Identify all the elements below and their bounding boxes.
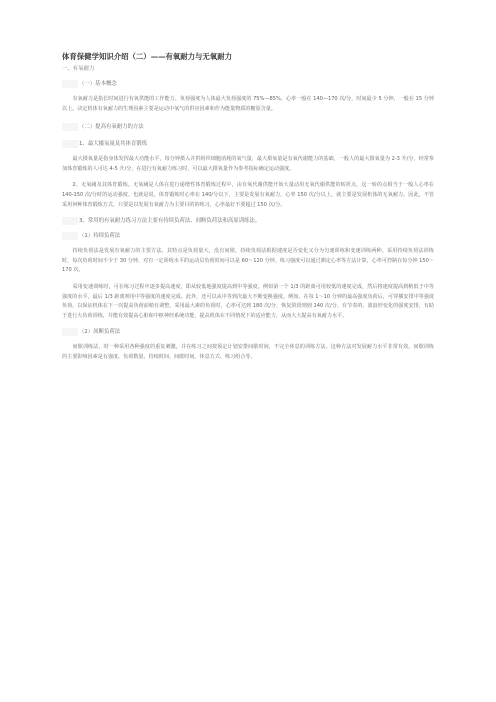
heading-continuous-load: （1）持续负荷法 [62,232,434,240]
document-page [62,52,434,363]
paragraph-vo2max: 最大摄氧量是指身体发挥最大功能水平，每分钟摄入并供组织细胞消耗的氧气量，最大摄氧量是有氧代谢能力的基础，一般人的最大摄氧量为 2-3 升/分，经常参加体育锻炼的人可达 4-5 升/分，在进行有氧耐力练习时，可以最大摄氧量作为参考指标确定运动强度。 [62,156,434,172]
paragraph-anaerobic-threshold: 2、无氧阈及其体育锻炼。无氧阈是人体在进行递增性体育锻炼过程中，由有氧代谢供能开始大量动用无氧代谢供能的转折点，这一转的点相当于一般人心率在 140-150 次/分时的运动强度。也就是说，体育锻炼时心率在 140/分以下，主要是发展有氧耐力，心率 150 次/分以上，就主要是发展机体的无氧耐力。因此，不管采用何种体育锻炼方式，只要是以发展有氧耐力为主要目的的练习，心率最好不要超过 150 次/分。 [62,182,434,208]
heading-methods: （二）提高有氧耐力的方法 [62,123,434,131]
paragraph-interval-load: 间歇训练法，时一种采用各种强度的重复刺激，并在练习之间按预定计划安排间歇时间，不完全休息的训练方法。这种方法对发展耐力水平非常有效。间歇训练的主要影响因素是有强度、负荷数量、持续时间、间歇时间、休息方式、练习组合等。 [62,344,434,360]
heading-vo2max: 1、最大摄氧量及其体育锻炼 [62,140,434,148]
page-title: 体育保健学知识介绍（二）——有氧耐力与无氧耐力 [62,52,232,61]
paragraph-variable-speed: 采用变速训练时，可在练习过程中逐步提高速度，即从较低地强度提高到中等强度。例如第一个 1/3 的距离可用较低的速度完成，然后将速度提高到稍低于中等强度的水平，最后 1/3 距离则用中等强度的速度完成。此外，还可以从中等到次最大不断变换强度。例如，在每 1～10 分钟的最高强度负荷后，可穿插安排中等强度负荷，以保证机体在下一次提高负荷前稍有调整。采用最大素的负荷时，心率可达到 180 次/分，恢复阶段则到 140 次/分。有节奏的、波浪形变化的强度安排，有助于进行大负荷训练，并能有效提高心脏和中枢神经系统功能，提高机体在不同情况下的适应能力，从而大大提高有氧耐力水平。 [62,283,434,319]
paragraph-concept: 有氧耐力是指长时间进行有氧供能的工作能力。负荷强度为人体最大负荷强度的 75%—85%，心率一般在 140—170 次/分，时间最少 5 分钟，一般在 15 分钟以上。决定机体有氧耐力的生理因素主要是运动中氧气的供应因素和作为能量物质的糖原含量。 [62,96,434,112]
heading-basic-concept: （一）基本概念 [62,80,434,88]
paragraph-continuous-load: 持续负荷法是发展有氧耐力的主要方法。其特点是负荷量大，没有间歇，持续负荷法根据速度是否变化又分为匀速训练和变速训练两种。采用持续负荷法训练时，每次负荷时间不少于 30 分钟，对有一定训练水平的运动员负荷时间可以是 60～120 分钟。练习强度可以通过测定心率等方法计算，心率可控制在每分钟 150～170 次。 [62,248,434,274]
heading-common-methods: 3、常用的有氧耐力练习方法主要有持续负荷法、间断负荷法和高原训练法。 [62,217,434,225]
section-heading-aerobic: 一、有氧耐力 [62,66,95,72]
heading-interval-load: （2）间断负荷法 [62,328,434,336]
